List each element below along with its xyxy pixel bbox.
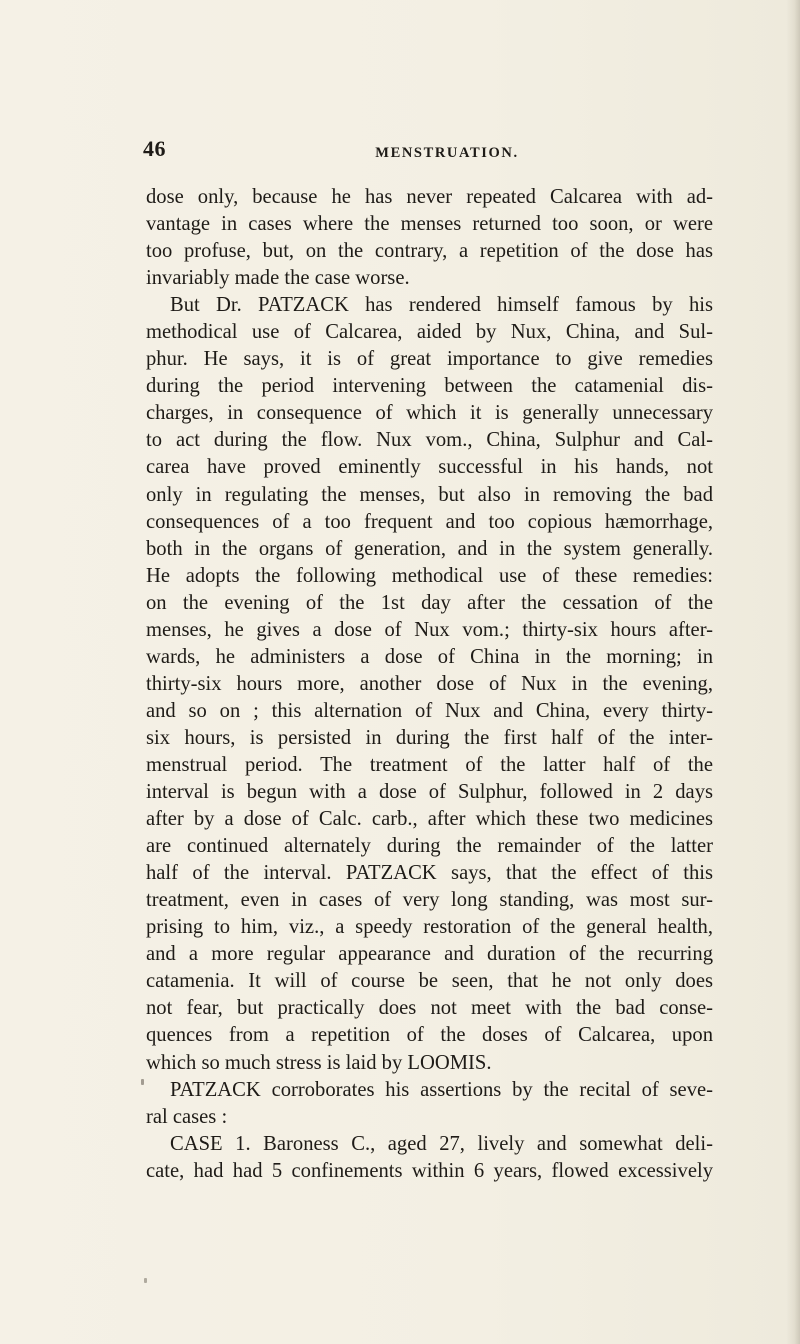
ink-speck bbox=[141, 1079, 144, 1085]
text-line: to act during the flow. Nux vom., China, Sulphur and Cal- bbox=[146, 429, 713, 452]
text-line: invariably made the case worse. bbox=[146, 267, 410, 290]
ink-speck bbox=[144, 1278, 147, 1283]
text-line: quences from a repetition of the doses of Calcarea, upon bbox=[146, 1024, 713, 1047]
text-line: PATZACK corroborates his assertions by the recital of seve- bbox=[170, 1078, 713, 1101]
text-line: not fear, but practically does not meet with the bad conse- bbox=[146, 997, 713, 1020]
text-line: charges, in consequence of which it is generally unnecessary bbox=[146, 402, 713, 425]
text-line: only in regulating the menses, but also in removing the bad bbox=[146, 483, 713, 506]
text-line: treatment, even in cases of very long standing, was most sur- bbox=[146, 889, 713, 912]
text-line: cate, had had 5 confinements within 6 years, flowed excessively bbox=[146, 1159, 713, 1182]
text-line: thirty-six hours more, another dose of Nux in the evening, bbox=[146, 672, 713, 695]
text-line: consequences of a too frequent and too copious hæmorrhage, bbox=[146, 510, 713, 533]
text-line: menses, he gives a dose of Nux vom.; thirty-six hours after- bbox=[146, 618, 713, 641]
text-line: vantage in cases where the menses returned too soon, or were bbox=[146, 213, 713, 236]
text-line: catamenia. It will of course be seen, that he not only does bbox=[146, 970, 713, 993]
page-number: 46 bbox=[143, 136, 166, 161]
text-line: on the evening of the 1st day after the cessation of the bbox=[146, 591, 713, 614]
text-line: during the period intervening between the catamenial dis- bbox=[146, 375, 713, 398]
text-line: half of the interval. PATZACK says, that the effect of this bbox=[146, 862, 713, 885]
text-line: ral cases : bbox=[146, 1105, 228, 1128]
text-line: carea have proved eminently successful in his hands, not bbox=[146, 456, 713, 479]
text-line: He adopts the following methodical use of these remedies: bbox=[146, 564, 713, 587]
text-line: methodical use of Calcarea, aided by Nux, China, and Sul- bbox=[146, 321, 713, 344]
text-line: after by a dose of Calc. carb., after which these two medicines bbox=[146, 808, 713, 831]
text-line: are continued alternately during the remainder of the latter bbox=[146, 835, 713, 858]
text-line: prising to him, viz., a speedy restoration of the general health, bbox=[146, 916, 713, 939]
text-line: wards, he administers a dose of China in the morning; in bbox=[146, 645, 713, 668]
text-line: too profuse, but, on the contrary, a repetition of the dose has bbox=[146, 240, 713, 263]
page-header bbox=[143, 136, 715, 172]
text-line: both in the organs of generation, and in the system generally. bbox=[146, 537, 713, 560]
text-line: and a more regular appearance and duration of the recurring bbox=[146, 943, 713, 966]
text-line: interval is begun with a dose of Sulphur, followed in 2 days bbox=[146, 781, 713, 804]
text-line: and so on ; this alternation of Nux and China, every thirty- bbox=[146, 699, 713, 722]
text-line: dose only, because he has never repeated Calcarea with ad- bbox=[146, 186, 713, 208]
text-line: CASE 1. Baroness C., aged 27, lively and somewhat deli- bbox=[170, 1132, 713, 1155]
text-line: which so much stress is laid by LOOMIS. bbox=[146, 1051, 492, 1074]
text-line: menstrual period. The treatment of the latter half of the bbox=[146, 753, 713, 776]
text-line: six hours, is persisted in during the first half of the inter- bbox=[146, 726, 713, 749]
text-line: But Dr. PATZACK has rendered himself famous by his bbox=[170, 294, 713, 317]
page-edge-shadow bbox=[786, 0, 800, 1344]
running-head: MENSTRUATION. bbox=[375, 145, 519, 161]
body-text bbox=[146, 184, 713, 1185]
text-line: phur. He says, it is of great importance to give remedies bbox=[146, 348, 713, 371]
